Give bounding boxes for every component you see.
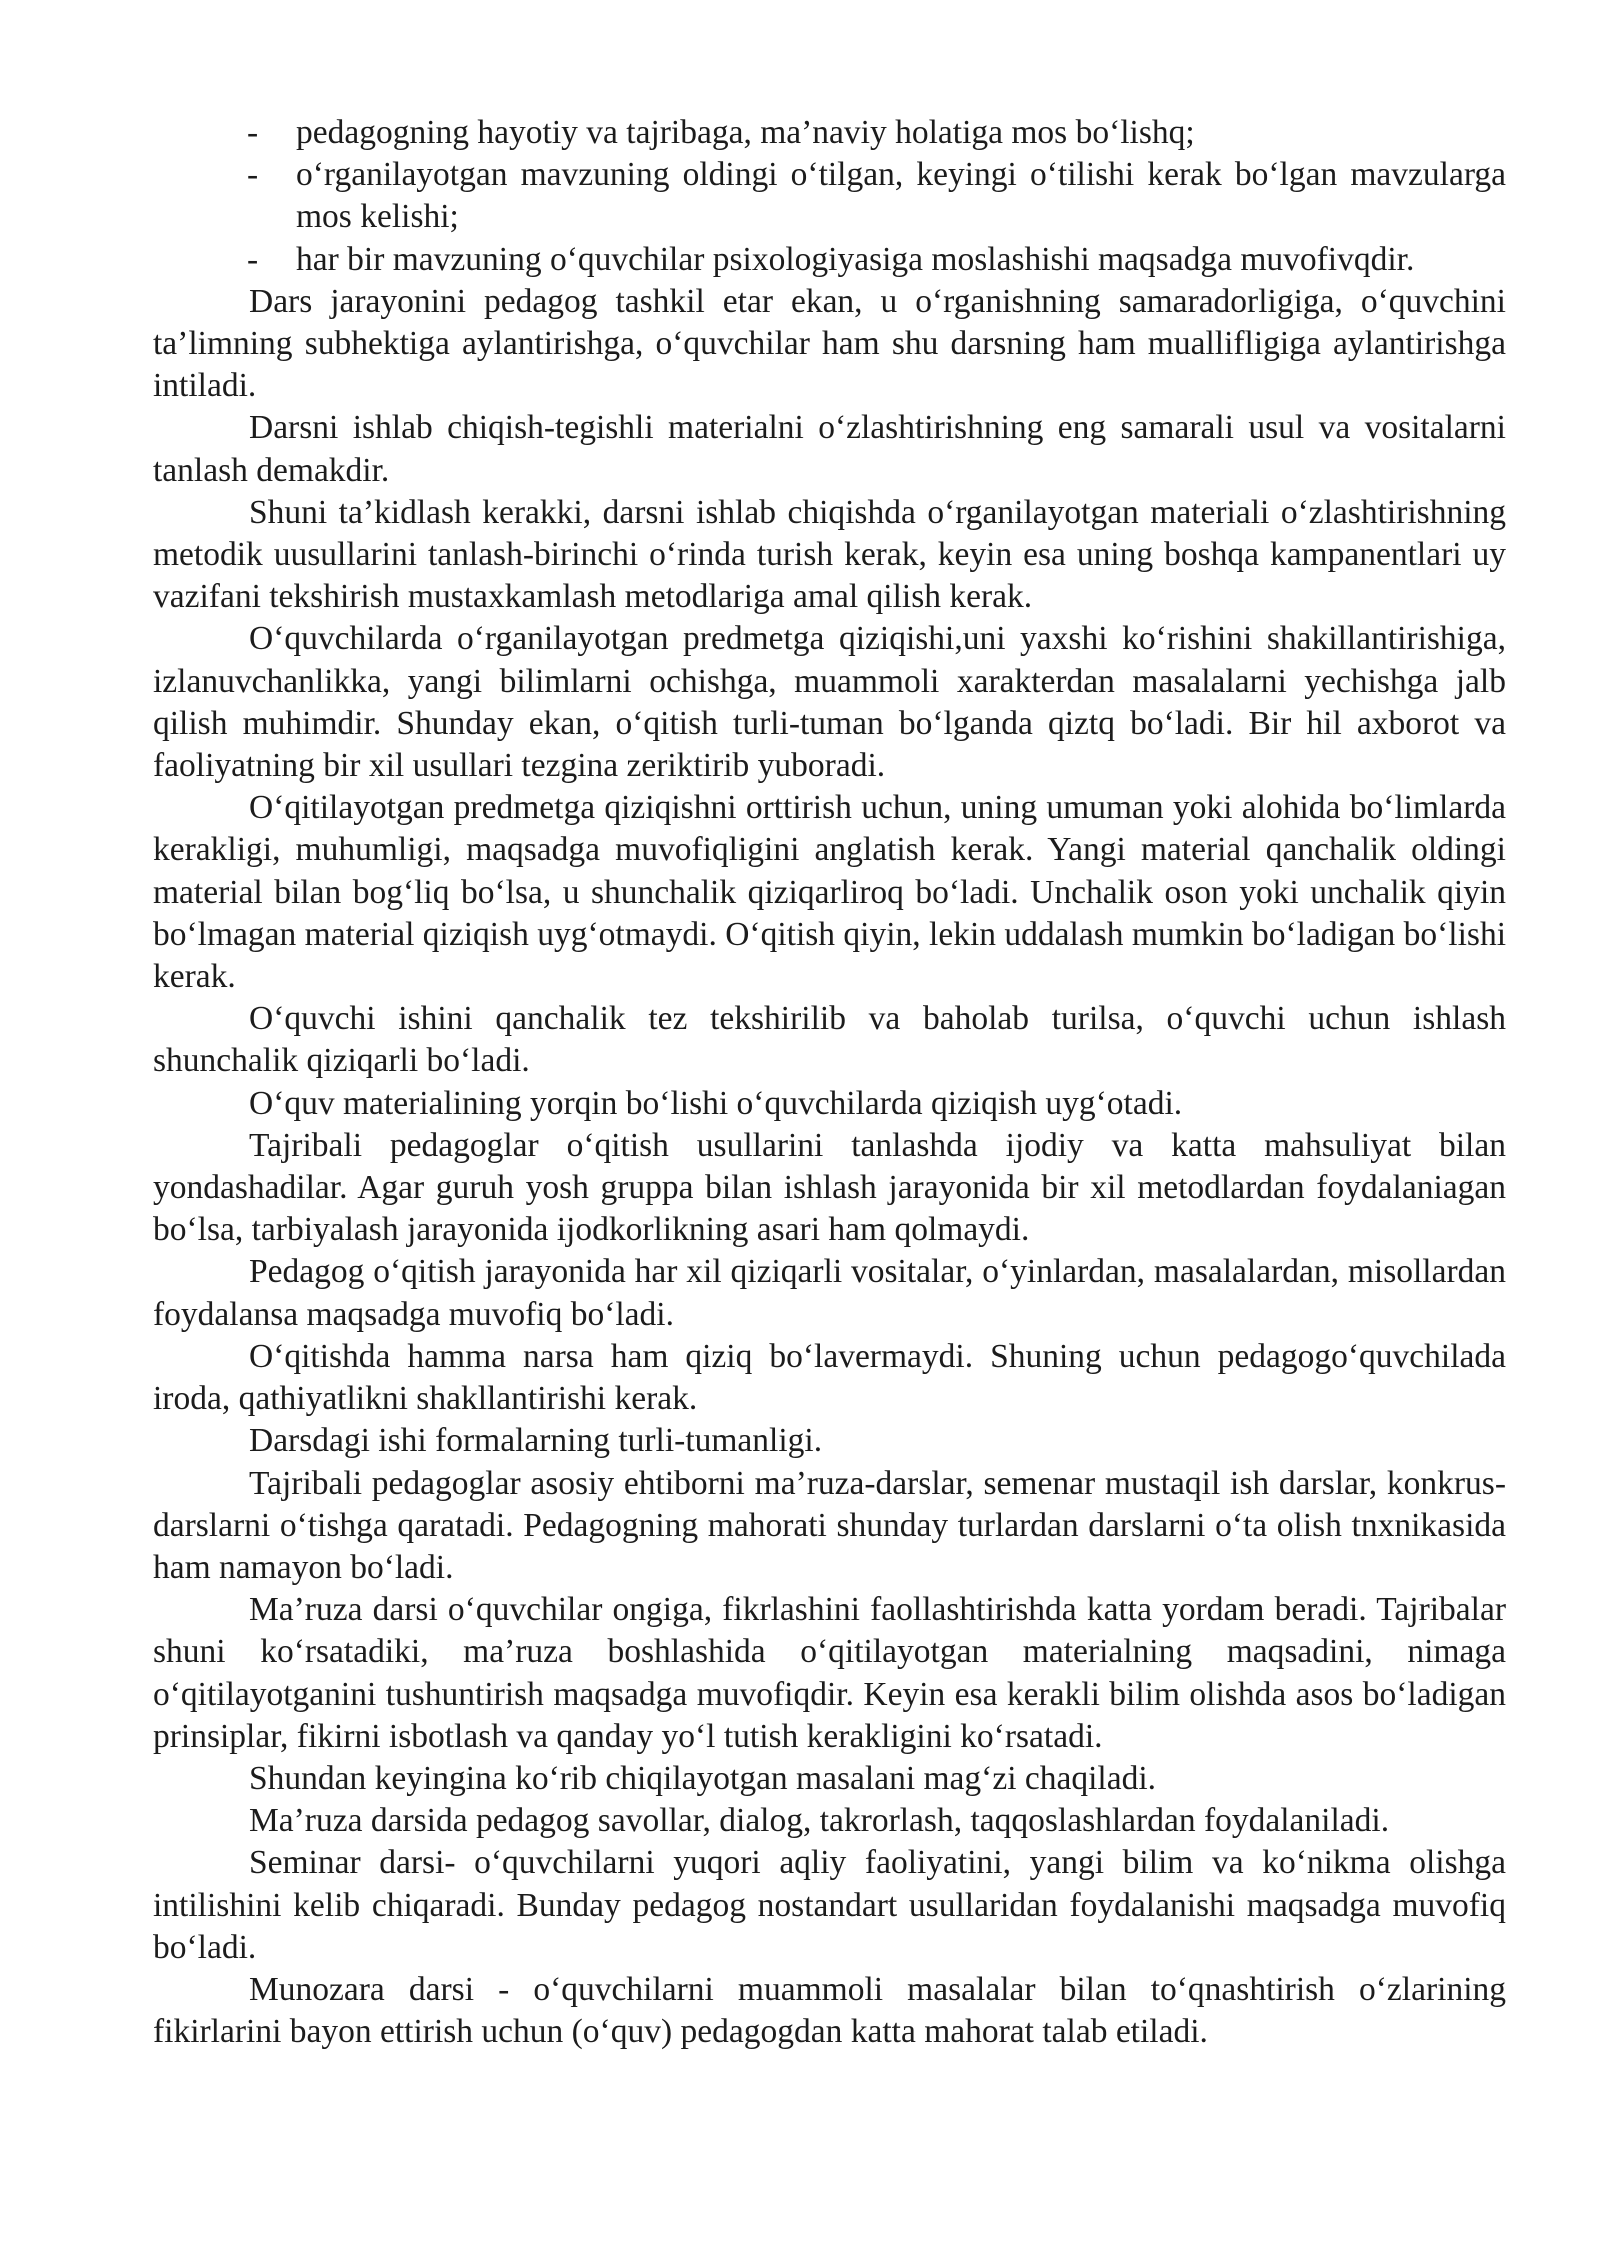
bullet-item: [153, 239, 1506, 281]
paragraph: Oʻquvchi ishini qanchalik tez tekshirilib va baholab turilsa, oʻquvchi uchun ishlash shunchalik qiziqarli boʻladi.: [153, 1000, 1506, 1080]
paragraph: Dars jarayonini pedagog tashkil etar ekan, u oʻrganishning samaradorligiga, oʻquvchini ta’limning subhektiga aylantirishga, oʻquvchilar ham shu darsning ham muallifligiga aylantirishga intiladi.: [153, 282, 1506, 405]
document-page: [153, 112, 1506, 2053]
paragraph: Tajribali pedagoglar asosiy ehtiborni ma’ruza-darslar, semenar mustaqil ish darslar, konkrus-darslarni oʻtishga qaratadi. Pedagogning mahorati shunday turlardan darslarni oʻta olish tnxnikasida ham namayon boʻladi.: [153, 1464, 1506, 1586]
paragraph: Oʻquvchilarda oʻrganilayotgan predmetga qiziqishi,uni yaxshi koʻrishini shakillantirishiga, izlanuvchanlikka, yangi bilimlarni ochishga, muammoli xarakterdan masalalarni yechishga jalb qilish muhimdir. Shunday ekan, oʻqitish turli-tuman boʻlganda qiztq boʻladi. Bir hil axborot va faoliyatning bir xil usullari tezgina zeriktirib yuboradi.: [153, 620, 1506, 785]
paragraph: Shundan keyingina koʻrib chiqilayotgan masalani magʻzi chaqiladi.: [249, 1759, 1157, 1797]
paragraph: Pedagog oʻqitish jarayonida har xil qiziqarli vositalar, oʻyinlardan, masalalardan, misollardan foydalansa maqsadga muvofiq boʻladi.: [153, 1253, 1506, 1333]
bullet-item: [153, 112, 1506, 154]
paragraph: Ma’ruza darsi oʻquvchilar ongiga, fikrlashini faollashtirishda katta yordam beradi. Tajribalar shuni koʻrsatadiki, ma’ruza boshlashida oʻqitilayotgan materialning maqsadini, nimaga oʻqitilayotganini tushuntirish maqsadga muvofiqdir. Keyin esa kerakli bilim olishda asos boʻladigan prinsiplar, fikirni isbotlash va qanday yoʻl tutish kerakligini koʻrsatadi.: [153, 1591, 1506, 1755]
paragraph: Oʻqitishda hamma narsa ham qiziq boʻlavermaydi. Shuning uchun pedagogoʻquvchilada iroda, qathiyatlikni shakllantirishi kerak.: [153, 1337, 1506, 1418]
paragraph: Shuni ta’kidlash kerakki, darsni ishlab chiqishda oʻrganilayotgan materiali oʻzlashtirishning metodik uusullarini tanlash-birinchi oʻrinda turish kerak, keyin esa uning boshqa kampanentlari uy vazifani tekshirish mustaxkamlash metodlariga amal qilish kerak.: [153, 493, 1506, 616]
bullet-text: pedagogning hayotiy va tajribaga, ma’naviy holatiga mos boʻlishq;: [296, 114, 1195, 151]
bullet-marker: -: [247, 114, 259, 151]
paragraph: Ma’ruza darsida pedagog savollar, dialog, takrorlash, taqqoslashlardan foydalaniladi.: [249, 1802, 1390, 1840]
bullet-text: oʻrganilayotgan mavzuning oldingi oʻtilgan, keyingi oʻtilishi kerak boʻlgan mavzularga mos kelishi;: [296, 156, 1506, 236]
bullet-marker: -: [247, 240, 259, 278]
paragraph: Darsdagi ishi formalarning turli-tumanligi.: [249, 1422, 823, 1460]
paragraph: Darsni ishlab chiqish-tegishli materialni oʻzlashtirishning eng samarali usul va vositalarni tanlash demakdir.: [153, 409, 1506, 489]
paragraph: Munozara darsi - oʻquvchilarni muammoli masalalar bilan toʻqnashtirish oʻzlarining fikirlarini bayon ettirish uchun (oʻquv) pedagogdan katta mahorat talab etiladi.: [153, 1970, 1506, 2051]
bullet-text: har bir mavzuning oʻquvchilar psixologiyasiga moslashishi maqsadga muvofivqdir.: [296, 240, 1415, 278]
bullet-marker: -: [247, 156, 259, 194]
paragraph: Seminar darsi- oʻquvchilarni yuqori aqliy faoliyatini, yangi bilim va koʻnikma olishga intilishini kelib chiqaradi. Bunday pedagog nostandart usullaridan foydalanishi maqsadga muvofiq boʻladi.: [153, 1844, 1506, 1966]
bullet-item: [153, 154, 1506, 238]
paragraph: Tajribali pedagoglar oʻqitish usullarini tanlashda ijodiy va katta mahsuliyat bilan yondashadilar. Agar guruh yosh gruppa bilan ishlash jarayonida bir xil metodlardan foydalaniagan boʻlsa, tarbiyalash jarayonida ijodkorlikning asari ham qolmaydi.: [153, 1126, 1506, 1249]
paragraph: Oʻqitilayotgan predmetga qiziqishni orttirish uchun, uning umuman yoki alohida boʻlimlarda kerakligi, muhumligi, maqsadga muvofiqligini anglatish kerak. Yangi material qanchalik oldingi material bilan bogʻliq boʻlsa, u shunchalik qiziqarliroq boʻladi. Unchalik oson yoki unchalik qiyin boʻlmagan material qiziqish uygʻotmaydi. Oʻqitish qiyin, lekin uddalash mumkin boʻladigan boʻlishi kerak.: [153, 789, 1506, 996]
paragraph: Oʻquv materialining yorqin boʻlishi oʻquvchilarda qiziqish uygʻotadi.: [249, 1084, 1183, 1122]
